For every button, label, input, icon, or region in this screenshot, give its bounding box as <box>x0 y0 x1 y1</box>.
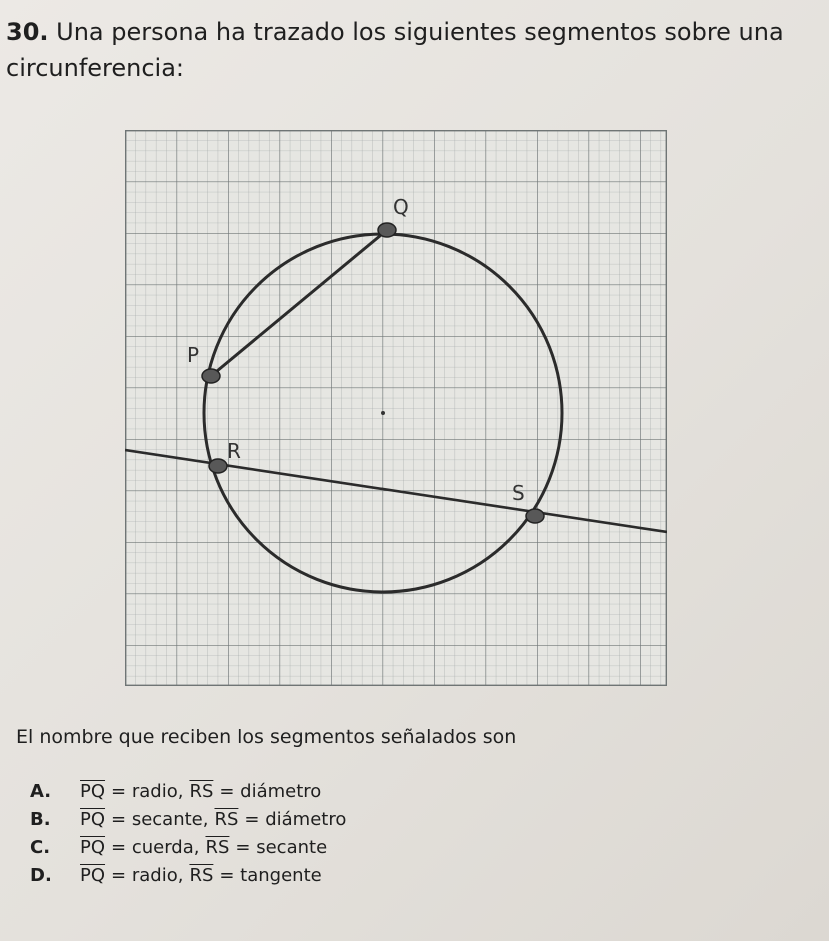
segment-name: $\overline{PQ}$ <box>80 865 106 886</box>
circle-figure <box>125 130 667 686</box>
option-text: = tangente <box>219 865 322 886</box>
grid-figure-svg <box>125 130 667 686</box>
point-p <box>202 369 220 383</box>
option-b[interactable] <box>30 806 346 834</box>
question-number: 30. <box>6 18 49 46</box>
option-text: = secante <box>235 837 328 858</box>
point-r <box>209 459 227 473</box>
option-a[interactable] <box>30 778 346 806</box>
circle-center <box>381 411 385 415</box>
option-d[interactable] <box>30 862 346 890</box>
label-p: P <box>187 343 200 367</box>
question-header <box>6 14 806 86</box>
option-text: = cuerda, <box>111 837 200 858</box>
label-r: R <box>227 439 241 463</box>
option-letter: D. <box>30 865 52 886</box>
segment-name: $\overline{PQ}$ <box>80 809 106 830</box>
segment-name: $\overline{RS}$ <box>189 781 214 802</box>
segment-name: $\overline{PQ}$ <box>80 837 106 858</box>
option-text: = secante, <box>111 809 209 830</box>
option-c[interactable] <box>30 834 346 862</box>
option-text: = radio, <box>111 865 184 886</box>
option-text: = diámetro <box>244 809 347 830</box>
option-letter: C. <box>30 837 51 858</box>
segment-name: $\overline{PQ}$ <box>80 781 106 802</box>
segment-name: $\overline{RS}$ <box>205 837 230 858</box>
point-q <box>378 223 396 237</box>
segment-name: $\overline{RS}$ <box>214 809 239 830</box>
option-letter: B. <box>30 809 51 830</box>
label-q: Q <box>393 195 409 219</box>
option-text: = radio, <box>111 781 184 802</box>
segment-name: $\overline{RS}$ <box>189 865 214 886</box>
answer-options <box>30 778 346 890</box>
question-text: Una persona ha trazado los siguientes segmentos sobre una circunferencia: <box>6 18 784 82</box>
option-letter: A. <box>30 781 52 802</box>
prompt-text: El nombre que reciben los segmentos señalados son <box>16 726 517 748</box>
label-s: S <box>512 481 525 505</box>
point-s <box>526 509 544 523</box>
option-text: = diámetro <box>219 781 322 802</box>
